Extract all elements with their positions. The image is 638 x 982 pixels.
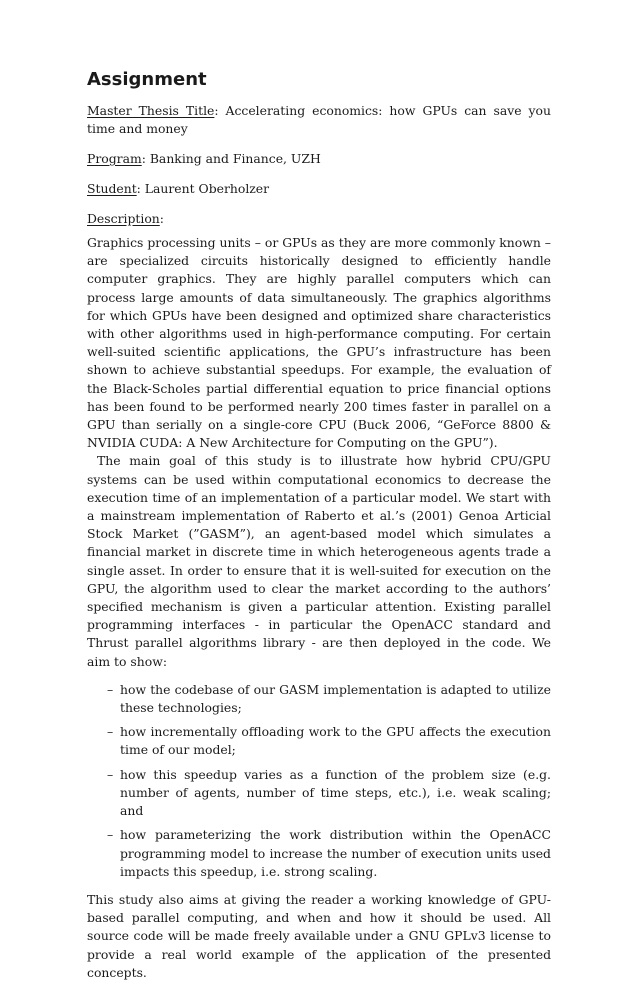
aims-list-item <box>107 826 551 881</box>
aims-list-item-text: how this speedup varies as a function of the problem size (e.g. number of agents, number of time steps, etc.), i.e. weak scaling; and <box>120 766 551 819</box>
list-bullet: – <box>107 827 114 843</box>
thesis-title-value: : Accelerating economics: how GPUs can save you time and money <box>87 103 551 136</box>
program-field <box>87 150 551 168</box>
thesis-title-field <box>87 102 551 138</box>
aims-list-item-text: how parameterizing the work distribution within the OpenACC programming model to increase the number of execution units used impacts this speedup, i.e. strong scaling. <box>120 827 551 879</box>
aims-list-item <box>107 681 551 717</box>
list-bullet: – <box>107 681 114 697</box>
program-value: : Banking and Finance, UZH <box>141 151 321 166</box>
description-paragraph-2: The main goal of this study is to illustrate how hybrid CPU/GPU systems can be used within computational economics to decrease the execution time of an implementation of a particular model. We start with a mainstream implementation of Raberto et al.’s (2001) Genoa Articial Stock Market (”GASM”), an agent-based model which simulates a financial market in discrete time in which heterogeneous agents trade a single asset. In order to ensure that it is well-suited for execution on the GPU, the algorithm used to clear the market according to the authors’ specified mechanism is given a particular attention. Existing parallel programming interfaces - in particular the OpenACC standard and Thrust parallel algorithms library - are then deployed in the code. We aim to show: <box>87 453 551 669</box>
thesis-title-label: Master Thesis Title <box>87 103 215 118</box>
aims-list-item <box>107 766 551 821</box>
aims-list-item <box>107 723 551 759</box>
description-label: Description <box>87 211 160 226</box>
student-label: Student <box>87 181 137 196</box>
description-paragraph-3: This study also aims at giving the reader a working knowledge of GPU-based parallel computing, and when and how it should be used. All source code will be made freely available under a GNU GPLv3 license to provide a real world example of the application of the presented concepts. <box>87 891 551 980</box>
list-bullet: – <box>107 724 114 740</box>
list-bullet: – <box>107 766 114 782</box>
program-label: Program <box>87 151 142 166</box>
description-heading <box>87 210 551 228</box>
page-title: Assignment <box>87 69 207 90</box>
aims-list-item-text: how the codebase of our GASM implementation is adapted to utilize these technologies; <box>120 681 551 716</box>
aims-list <box>87 681 551 881</box>
aims-list-item-text: how incrementally offloading work to the GPU affects the execution time of our model; <box>120 724 551 758</box>
student-field <box>87 180 551 198</box>
description-suffix: : <box>159 211 164 226</box>
student-value: : Laurent Oberholzer <box>136 181 270 196</box>
description-paragraph-1: Graphics processing units – or GPUs as they are more commonly known – are specialized circuits historically designed to efficiently handle computer graphics. They are highly parallel computers which can process large amounts of data simultaneously. The graphics algorithms for which GPUs have been designed and optimized share characteristics with other algorithms used in high-performance computing. For certain well-suited scientific applications, the GPU’s infrastructure has been shown to achieve substantial speedups. For example, the evaluation of the Black-Scholes partial differential equation to price financial options has been found to be performed nearly 200 times faster in parallel on a GPU than serially on a single-core CPU (Buck 2006, “GeForce 8800 & NVIDIA CUDA: A New Architecture for Computing on the GPU”). <box>87 235 551 451</box>
document-page <box>87 68 551 982</box>
